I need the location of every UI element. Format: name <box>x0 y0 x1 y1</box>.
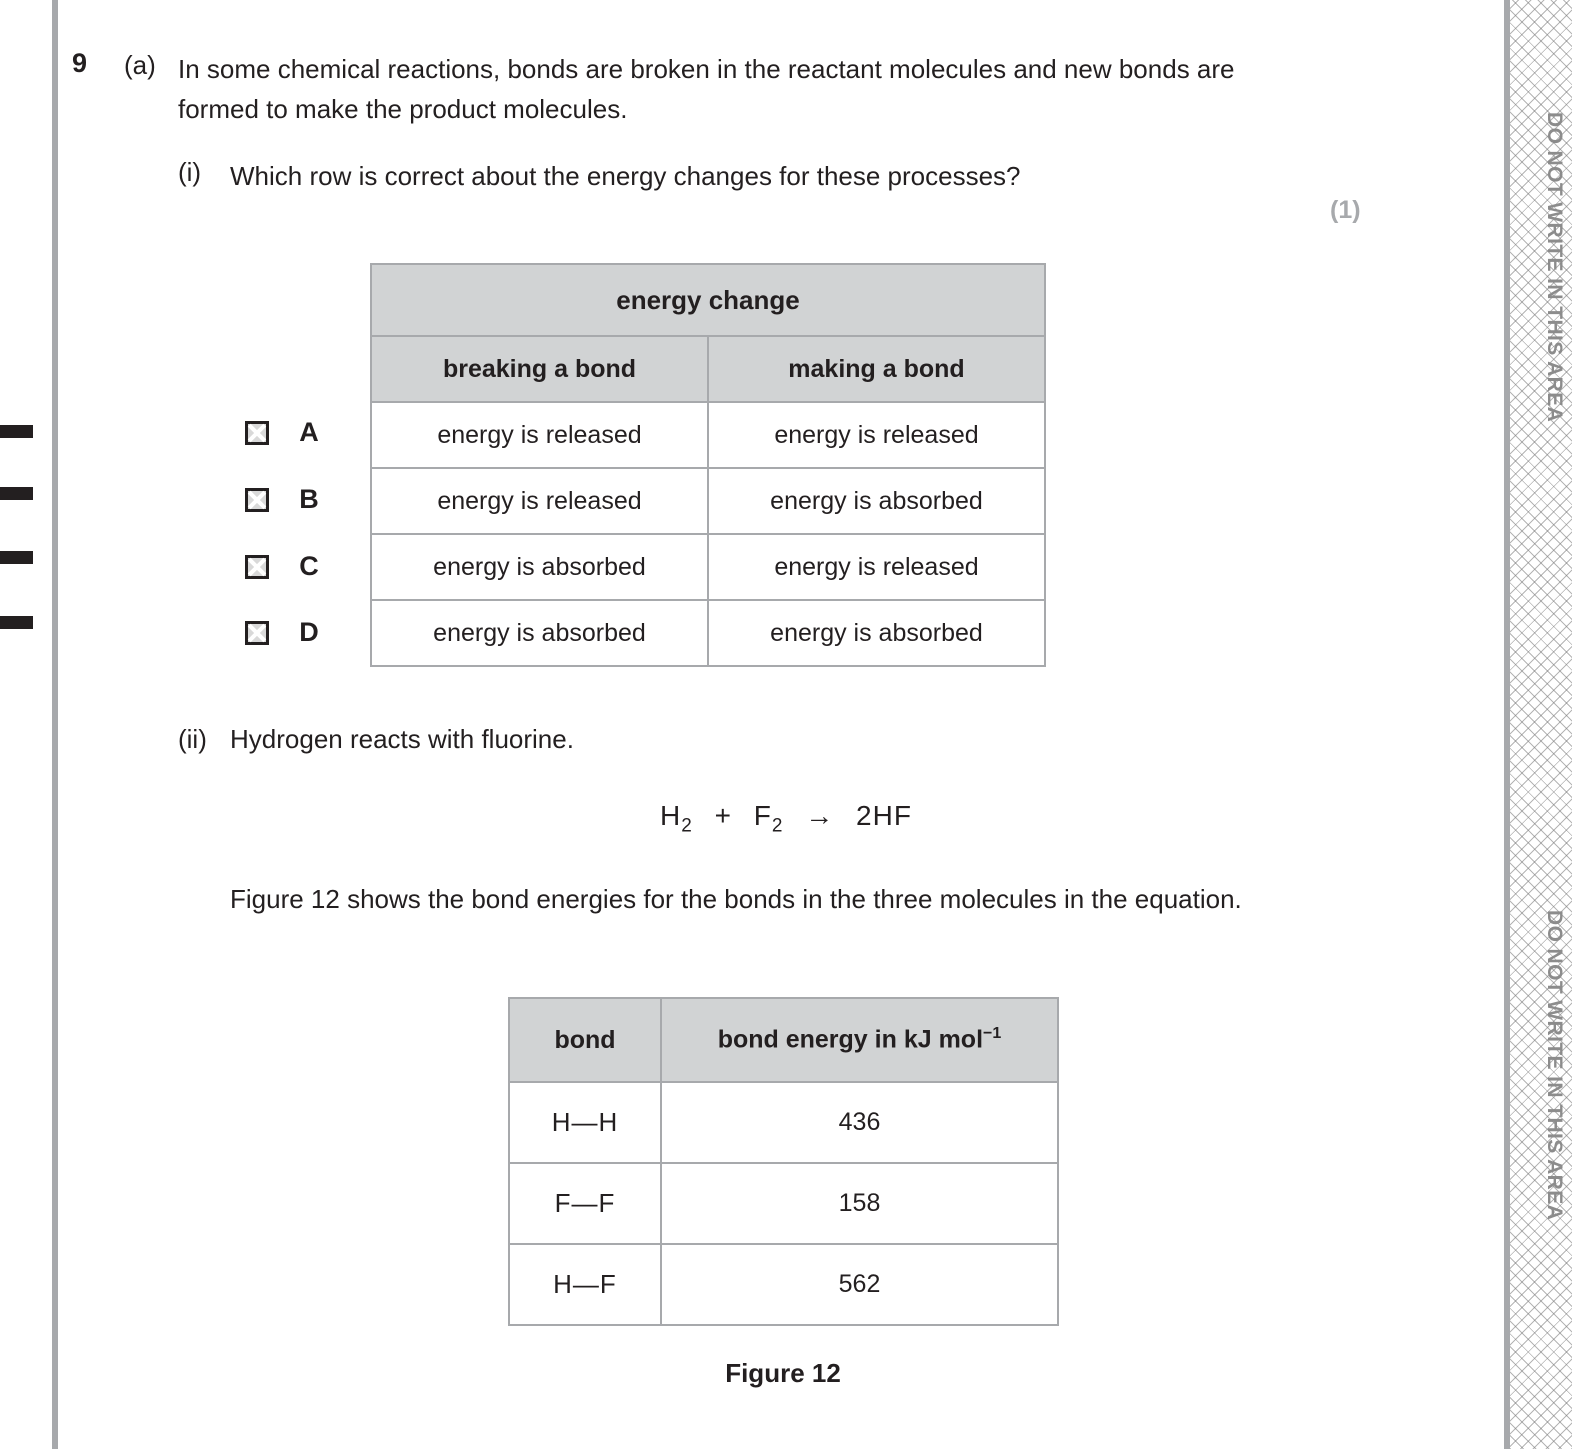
energy-change-table <box>370 263 1046 667</box>
equation-product: 2HF <box>856 800 912 831</box>
energy-change-table-wrapper <box>370 263 1046 667</box>
equation-reactant-1: H <box>660 800 682 831</box>
option-row-a[interactable] <box>245 417 319 448</box>
chemical-equation <box>0 800 1572 838</box>
question-number: 9 <box>72 48 88 78</box>
header-bond: bond <box>509 998 661 1082</box>
cell-b-breaking: energy is released <box>371 468 708 534</box>
table-row <box>509 1082 1058 1163</box>
option-letter-b: B <box>299 484 319 514</box>
cell-c-making: energy is released <box>708 534 1045 600</box>
option-letter-c: C <box>299 551 319 581</box>
table-header-row-cols <box>371 336 1045 402</box>
cell-energy-1: 436 <box>661 1082 1058 1163</box>
registration-bar <box>0 425 33 438</box>
cell-bond-1: H—H <box>509 1082 661 1163</box>
bond-energy-table-wrapper <box>508 997 1059 1326</box>
table-header-row <box>509 998 1058 1082</box>
option-row-d[interactable] <box>245 617 319 648</box>
marks-allocation-i: (1) <box>1330 196 1361 224</box>
table-row[interactable] <box>371 534 1045 600</box>
subquestion-ii-label: (ii) <box>178 724 207 754</box>
left-margin-rule <box>52 0 58 1449</box>
header-bond-energy-superscript: −1 <box>983 1025 1002 1043</box>
cell-d-breaking: energy is absorbed <box>371 600 708 666</box>
cell-energy-3: 562 <box>661 1244 1058 1325</box>
question-stem: In some chemical reactions, bonds are broken in the reactant molecules and new bonds are formed to make the product molecules. <box>178 54 1235 124</box>
subquestion-i-label: (i) <box>178 157 202 187</box>
option-letter-a: A <box>299 417 319 447</box>
header-bond-energy-text: bond energy in kJ mol <box>717 1025 984 1054</box>
equation-arrow-icon: → <box>805 800 835 831</box>
cell-a-breaking: energy is released <box>371 402 708 468</box>
equation-reactant-2-subscript: 2 <box>771 815 784 837</box>
do-not-write-label-top: DO NOT WRITE IN THIS AREA <box>1543 112 1566 423</box>
cell-bond-3: H—F <box>509 1244 661 1325</box>
checkbox-option-d[interactable] <box>245 621 269 645</box>
header-making-a-bond: making a bond <box>708 336 1045 402</box>
bond-energy-table <box>508 997 1059 1326</box>
question-part-label: (a) <box>124 50 156 80</box>
figure-intro-text: Figure 12 shows the bond energies for the bonds in the three molecules in the equation. <box>230 884 1242 914</box>
table-row[interactable] <box>371 402 1045 468</box>
registration-bar <box>0 551 33 564</box>
cell-c-breaking: energy is absorbed <box>371 534 708 600</box>
equation-plus: + <box>714 800 732 831</box>
table-header-row-span <box>371 264 1045 336</box>
table-row[interactable] <box>371 600 1045 666</box>
checkbox-option-b[interactable] <box>245 488 269 512</box>
do-not-write-label-bottom: DO NOT WRITE IN THIS AREA <box>1543 910 1566 1221</box>
cell-bond-2: F—F <box>509 1163 661 1244</box>
header-energy-change: energy change <box>371 264 1045 336</box>
subquestion-ii-text: Hydrogen reacts with fluorine. <box>230 724 574 754</box>
table-row <box>509 1163 1058 1244</box>
checkbox-option-a[interactable] <box>245 421 269 445</box>
equation-reactant-2: F <box>753 800 772 831</box>
subquestion-i-text: Which row is correct about the energy changes for these processes? <box>230 161 1021 191</box>
table-row[interactable] <box>371 468 1045 534</box>
option-row-c[interactable] <box>245 551 319 582</box>
registration-bar <box>0 487 33 500</box>
cell-energy-2: 158 <box>661 1163 1058 1244</box>
header-breaking-a-bond: breaking a bond <box>371 336 708 402</box>
equation-reactant-1-subscript: 2 <box>681 815 693 837</box>
figure-caption: Figure 12 <box>725 1358 841 1388</box>
checkbox-option-c[interactable] <box>245 555 269 579</box>
do-not-write-area <box>1510 0 1572 1449</box>
registration-bar <box>0 616 33 629</box>
cell-d-making: energy is absorbed <box>708 600 1045 666</box>
header-bond-energy <box>661 998 1058 1082</box>
option-row-b[interactable] <box>245 484 319 515</box>
option-letter-d: D <box>299 617 319 647</box>
table-row <box>509 1244 1058 1325</box>
cell-a-making: energy is released <box>708 402 1045 468</box>
cell-b-making: energy is absorbed <box>708 468 1045 534</box>
